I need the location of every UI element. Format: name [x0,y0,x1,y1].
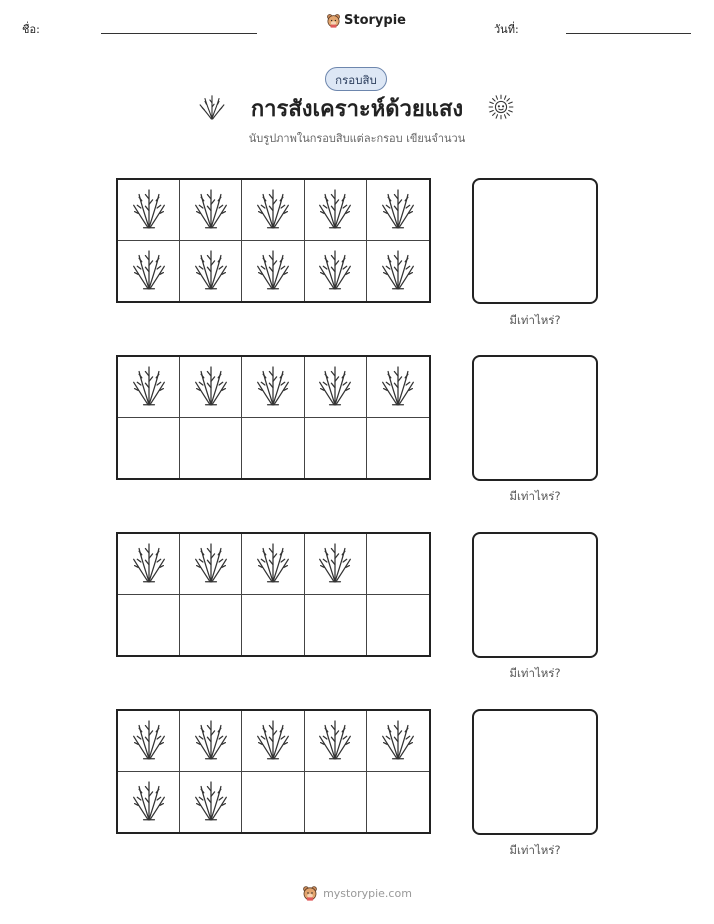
frame-cell [118,180,180,241]
frame-cell [180,534,242,595]
frame-cell [180,357,242,418]
coral-plant-icon [131,717,167,765]
frame-cell [180,418,242,479]
frame-cell [367,772,429,833]
frame-cell [305,180,367,241]
frame-cell [118,595,180,656]
frame-cell [242,711,304,772]
coral-plant-icon [131,363,167,411]
coral-plant-icon [193,363,229,411]
frame-cell [305,711,367,772]
frame-cell [305,241,367,302]
frame-cell [242,241,304,302]
coral-plant-icon [317,363,353,411]
date-field[interactable] [566,33,691,34]
frame-cell [242,357,304,418]
coral-plant-icon [255,247,291,295]
frame-cell [118,357,180,418]
coral-plant-icon [255,717,291,765]
frame-cell [118,241,180,302]
coral-plant-icon [317,247,353,295]
coral-plant-icon [131,186,167,234]
footer-url: mystorypie.com [323,886,412,900]
frame-cell [305,772,367,833]
frame-cell [118,418,180,479]
ten-frame-3 [116,532,431,657]
coral-plant-icon [255,186,291,234]
frame-cell [118,711,180,772]
ten-frame-1 [116,178,431,303]
footer [0,885,714,901]
frame-cell [242,180,304,241]
coral-plant-icon [317,717,353,765]
brand-logo [326,13,406,28]
coral-plant-icon [380,363,416,411]
coral-plant-icon [193,540,229,588]
brand-name: Storypie [344,13,406,28]
frame-cell [305,595,367,656]
frame-cell [118,772,180,833]
ten-frame-2 [116,355,431,480]
instruction-text: นับรูปภาพในกรอบสิบแต่ละกรอบ เขียนจำนวน [248,132,466,145]
coral-plant-icon [255,363,291,411]
answer-box-2[interactable] [472,355,598,481]
frame-cell [242,772,304,833]
frame-cell [367,241,429,302]
worksheet-title: การสังเคราะห์ด้วยแสง [250,97,464,122]
frame-cell [367,595,429,656]
frame-cell [367,534,429,595]
frame-cell [180,241,242,302]
question-label-3: มีเท่าไหร่? [509,666,561,680]
coral-plant-icon [380,717,416,765]
bear-mascot-icon [302,885,318,901]
frame-cell [118,534,180,595]
coral-plant-icon [380,247,416,295]
coral-plant-icon [131,540,167,588]
coral-plant-icon [317,540,353,588]
coral-plant-icon [193,778,229,826]
answer-box-4[interactable] [472,709,598,835]
frame-cell [242,595,304,656]
date-label: วันที่: [494,23,519,36]
question-label-4: มีเท่าไหร่? [509,843,561,857]
coral-plant-icon [131,247,167,295]
bear-mascot-icon [326,13,341,28]
frame-cell [180,180,242,241]
answer-box-1[interactable] [472,178,598,304]
coral-plant-icon [193,186,229,234]
ten-frame-4 [116,709,431,834]
sun-icon [487,93,515,125]
coral-plant-icon [131,778,167,826]
coral-plant-icon [317,186,353,234]
coral-plant-icon [380,186,416,234]
question-label-2: มีเท่าไหร่? [509,489,561,503]
coral-plant-icon [193,247,229,295]
coral-plant-icon [193,717,229,765]
frame-cell [305,357,367,418]
frame-cell [180,595,242,656]
answer-box-3[interactable] [472,532,598,658]
frame-cell [367,357,429,418]
question-label-1: มีเท่าไหร่? [509,313,561,327]
frame-cell [367,180,429,241]
name-label: ชื่อ: [22,23,40,36]
frame-cell [305,418,367,479]
frame-cell [242,534,304,595]
coral-plant-icon [255,540,291,588]
frame-cell [305,534,367,595]
frame-cell [367,418,429,479]
name-field[interactable] [101,33,257,34]
topic-tag: กรอบสิบ [325,67,387,91]
frame-cell [242,418,304,479]
frame-cell [180,711,242,772]
frame-cell [180,772,242,833]
frame-cell [367,711,429,772]
